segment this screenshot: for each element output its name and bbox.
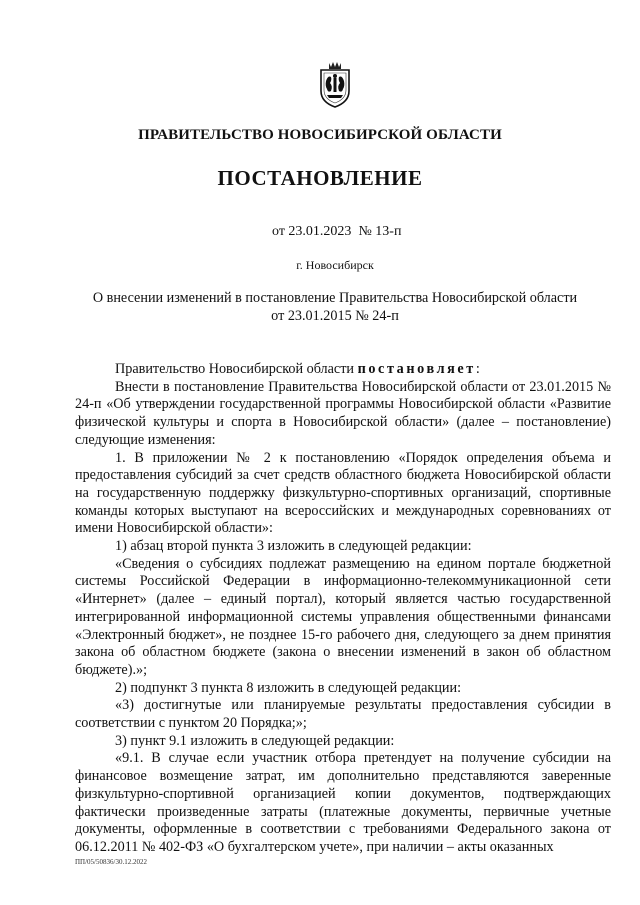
subject-line-1: О внесении изменений в постановление Правительства Новосибирской области	[92, 290, 578, 306]
intro-prefix: Правительство Новосибирской области	[115, 361, 355, 377]
subject-line-2: от 23.01.2015 № 24-п	[271, 307, 399, 324]
paragraph: 3) пункт 9.1 изложить в следующей редакции:	[115, 732, 395, 749]
document-number: № 13-п	[358, 224, 402, 239]
date-number-line	[272, 224, 401, 240]
paragraph: 2) подпункт 3 пункта 8 изложить в следующей редакции:	[115, 679, 462, 696]
footer-code: ПП/05/50836/30.12.2022	[75, 858, 147, 866]
paragraph: 1. В приложении № 2 к постановлению «Порядок определения объема и предоставления субсидий за счет средств областного бюджета Новосибирской области на государственную поддержку физкультурно-спортивных организаций, спортивные команды которых выступают на всероссийских и международных соревнованиях от имени Новосибирской области»:	[75, 449, 611, 537]
document-subject	[60, 290, 610, 325]
paragraph: Внести в постановление Правительства Новосибирской области от 23.01.2015 № 24-п «Об утверждении государственной программы Новосибирской области «Развитие физической культуры и спорта в Новосибирской области» (далее – постановление) следующие изменения:	[75, 378, 611, 448]
document-type: ПОСТАНОВЛЕНИЕ	[217, 166, 423, 190]
paragraph: «3) достигнутые или планируемые результаты предоставления субсидии в соответствии с пунктом 20 Порядка;»;	[75, 697, 611, 732]
government-name: ПРАВИТЕЛЬСТВО НОВОСИБИРСКОЙ ОБЛАСТИ	[138, 127, 502, 143]
intro-keyword: постановляет	[357, 361, 476, 377]
city: г. Новосибирск	[296, 258, 374, 272]
coat-of-arms-icon	[316, 61, 354, 109]
document-date: от 23.01.2023	[272, 224, 352, 239]
paragraph: «9.1. В случае если участник отбора претендует на получение субсидии на финансовое возмещение затрат, им дополнительно представляются заверенные физкультурно-спортивной организацией копии документов, подтверждающих фактически произведенные затраты (платежные документы, первичные учетные документы, оформленные в соответствии с требованиями Федерального закона от 06.12.2011 № 402-ФЗ «О бухгалтерском учете», при наличии – акты оказанных	[75, 750, 611, 855]
paragraph: 1) абзац второй пункта 3 изложить в следующей редакции:	[115, 538, 472, 555]
intro-suffix: :	[475, 361, 480, 377]
document-body	[75, 361, 611, 857]
paragraph: «Сведения о субсидиях подлежат размещению на едином портале бюджетной системы Российской Федерации в информационно-телекоммуникационной сети «Интернет» (далее – единый портал), который является частью государственной интегрированной информационной системы управления общественными финансами «Электронный бюджет», не позднее 15-го рабочего дня, следующего за днем принятия закона об областном бюджете (закона о внесении изменений в закон об областном бюджете).»;	[75, 555, 611, 678]
intro-paragraph	[75, 361, 611, 379]
